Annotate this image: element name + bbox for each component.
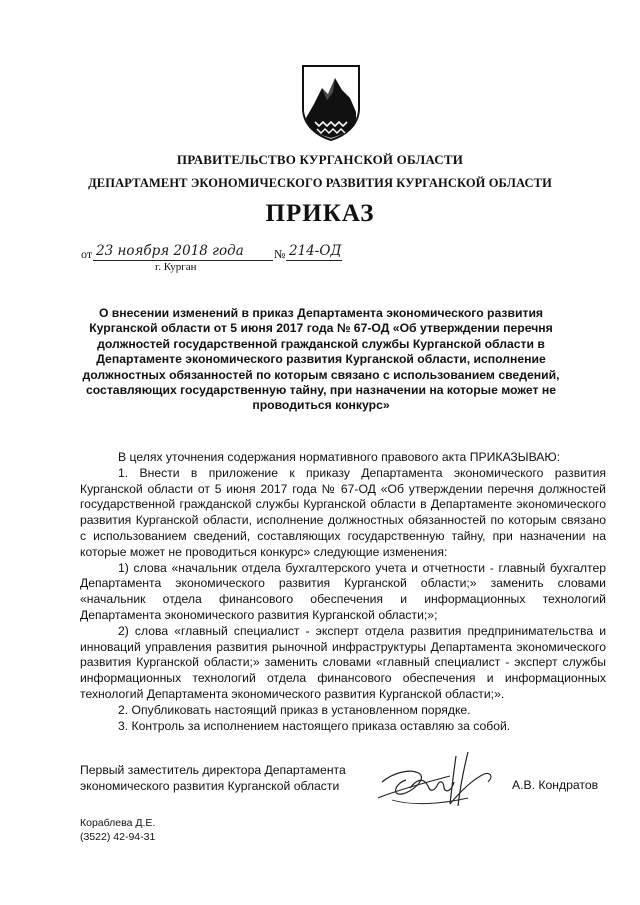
subitem-2-paragraph: 2) слова «главный специалист - эксперт отдела развития предпринимательства и инноваций управления развития рыночной инфраструктуры Департамента экономического развития Курганской области;» заменить словами «главный специалист - эксперт службы информационных технологий отдела финансового обеспечения и информационных технологий Департамента экономического развития Курганской области;». [80,623,606,701]
order-number: 214-ОД [289,243,342,259]
signer-position-line-2: экономического развития Курганской области [80,779,340,793]
executor-name: Кораблева Д.Е. [80,817,156,829]
preamble-paragraph: В целях уточнения содержания нормативного правового акта ПРИКАЗЫВАЮ: [118,450,561,464]
handwritten-signature [372,748,502,810]
kurgan-coat-of-arms [300,62,362,142]
government-name: ПРАВИТЕЛЬСТВО КУРГАНСКОЙ ОБЛАСТИ [176,152,464,167]
signer-position-line-1: Первый заместитель директора Департамента [80,763,346,777]
order-date: 23 ноября 2018 года [96,243,244,259]
signer-name: А.В. Кондратов [512,778,599,792]
executor-block [80,816,155,844]
subitem-1-paragraph: 1) слова «начальник отдела бухгалтерского учета и отчетности - главный бухгалтер Департамента экономического развития Курганской области;» заменить словами «начальник отдела финансового обеспечения и информационных технологий Департамента экономического развития Курганской области;»; [80,560,606,622]
item-1-paragraph: 1. Внести в приложение к приказу Департамента экономического развития Курганской области от 5 июня 2017 года № 67-ОД «Об утверждении перечня должностей государственной гражданской службы Курганской области в Департаменте экономического развития Курганской области, исполнение должностных обязанностей по которым связано с использованием сведений, составляющих государственную тайну, при назначении на которые может не проводиться конкурс» следующие изменения: [80,465,606,559]
number-underline [286,260,342,261]
order-subject-title: О внесении изменений в приказ Департамента экономического развития Курганской области от 5 июня 2017 года № 67-ОД «Об утверждении перечня должностей государственной гражданской службы Курганской области в Департаменте экономического развития Курганской области, исполнение должностных обязанностей по которым связано с использованием сведений, составляющих государственную тайну, при назначении на которые может не проводиться конкурс» [82,306,560,413]
item-2-paragraph: 2. Опубликовать настоящий приказ в установленном порядке. [118,702,471,717]
date-label: от [81,247,93,261]
order-body [80,450,606,734]
item-3-paragraph: 3. Контроль за исполнением настоящего приказа оставляю за собой. [118,718,511,733]
number-label: № [274,247,286,261]
city-name: г. Курган [155,261,197,273]
department-name: ДЕПАРТАМЕНТ ЭКОНОМИЧЕСКОГО РАЗВИТИЯ КУРГАНСКОЙ ОБЛАСТИ [88,176,552,190]
document-type-title: ПРИКАЗ [265,200,375,227]
executor-phone: (3522) 42-94-31 [80,831,156,843]
signer-position [80,762,346,794]
